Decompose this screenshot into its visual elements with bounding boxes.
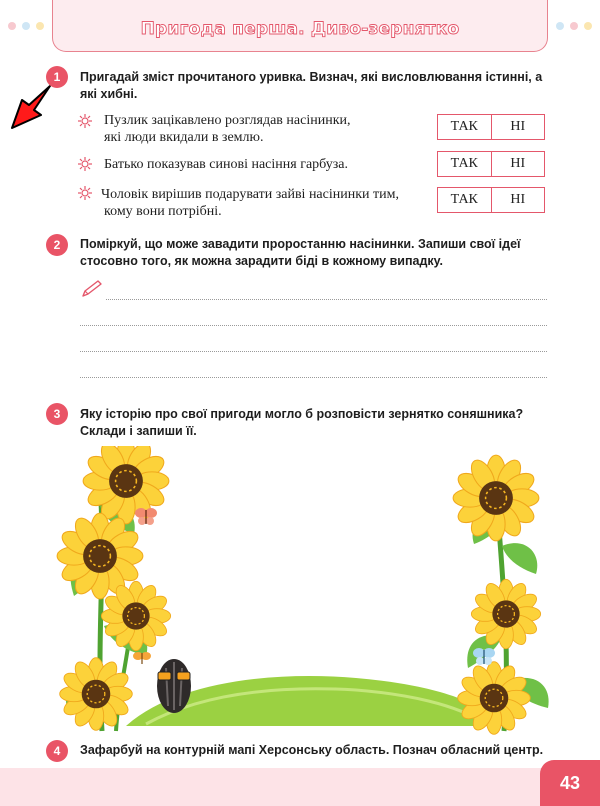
sun-bullet-icon: [78, 186, 92, 200]
answer-line[interactable]: [106, 299, 547, 300]
statement-3-line-1: Чоловік вирішив подарувати зайві насінинки тим,: [101, 187, 399, 202]
task-2-number: 2: [46, 234, 68, 256]
true-false-box-3: [437, 187, 545, 213]
task-3-number: 3: [46, 403, 68, 425]
task-2-prompt: Поміркуй, що може завадити проростанню насінинки. Запиши свої ідеї стосовно того, як можна зарадити біді в кожному випадку.: [80, 237, 521, 268]
true-option[interactable]: ТАК: [438, 188, 492, 212]
false-option[interactable]: НІ: [510, 156, 526, 171]
sunflower-illustration: [56, 446, 556, 736]
task-4-prompt: Зафарбуй на контурній мапі Херсонську область. Познач обласний центр.: [80, 743, 544, 757]
answer-line[interactable]: [80, 351, 547, 352]
sun-bullet-icon: [78, 114, 92, 128]
footer-band: [0, 768, 600, 806]
statement-1-line-1: Пузлик зацікавлено розглядав насінинки,: [104, 113, 351, 128]
true-false-box-1: [437, 114, 545, 140]
answer-line[interactable]: [80, 377, 547, 378]
task-1-prompt: Пригадай зміст прочитаного уривка. Визнач, які висловлювання істинні, а які хибні.: [80, 70, 543, 101]
task-4-number: 4: [46, 740, 68, 762]
statement-2-line-1: Батько показував синові насіння гарбуза.: [104, 157, 348, 172]
statement-1-line-2: які люди вкидали в землю.: [104, 130, 264, 145]
page-number: 43: [540, 760, 600, 806]
true-option[interactable]: ТАК: [438, 152, 492, 176]
pencil-icon: [80, 279, 104, 299]
statement-3-line-2: кому вони потрібні.: [104, 204, 222, 219]
task-3-prompt: Яку історію про свої пригоди могло б розповісти зернятко соняшника? Склади і запиши її.: [80, 407, 524, 438]
sun-bullet-icon: [78, 157, 92, 171]
task-1-number: 1: [46, 66, 68, 88]
page-title: Пригода перша. Диво-зернятко: [140, 19, 460, 39]
true-false-box-2: [437, 151, 545, 177]
false-option[interactable]: НІ: [510, 192, 526, 207]
false-option[interactable]: НІ: [510, 119, 526, 134]
answer-line[interactable]: [80, 325, 547, 326]
true-option[interactable]: ТАК: [438, 115, 492, 139]
arrow-pointer-icon: [4, 82, 54, 134]
